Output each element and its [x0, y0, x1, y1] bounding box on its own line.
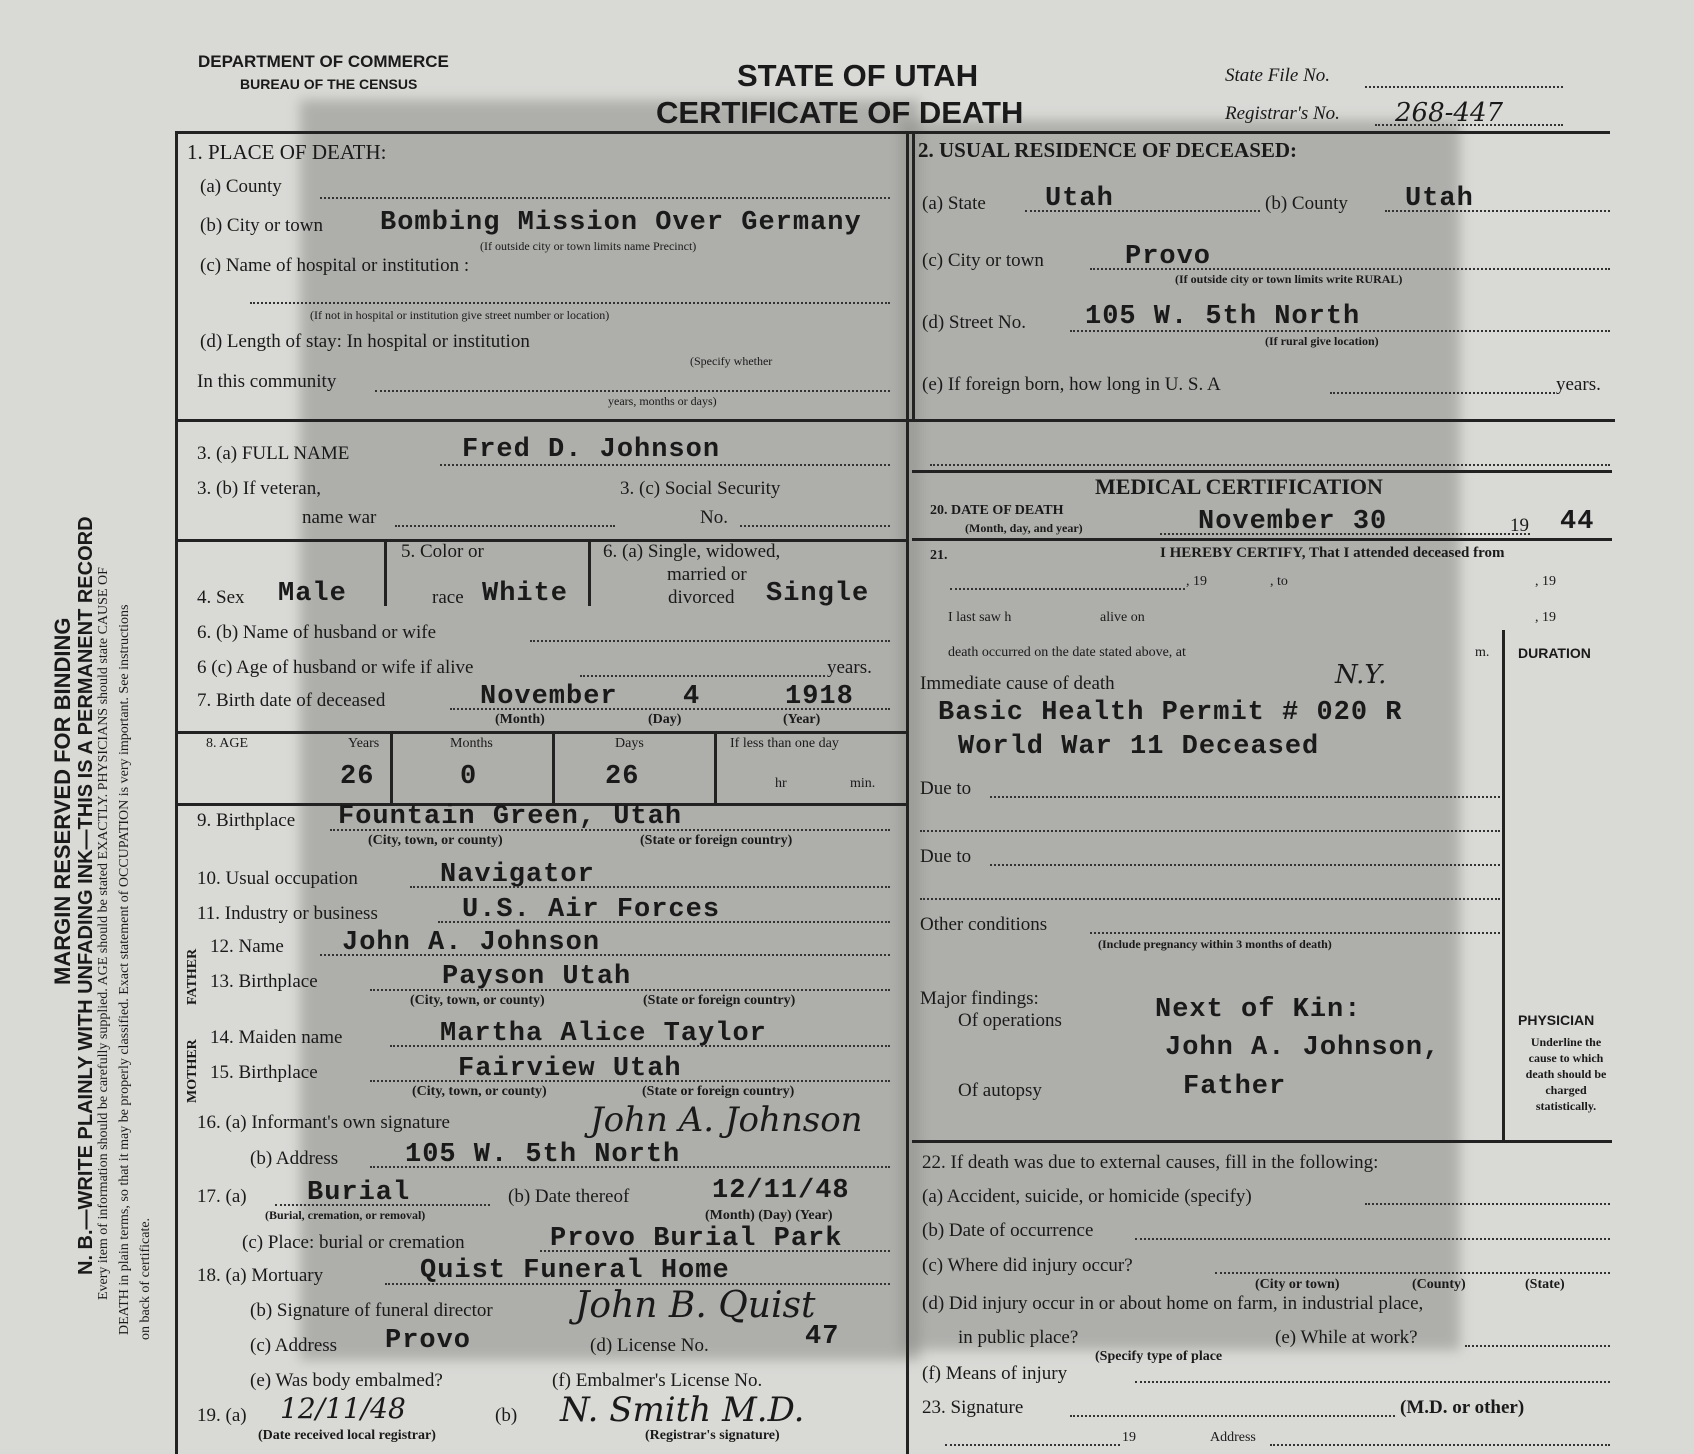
color-label: 5. Color or	[401, 541, 484, 562]
dod-value: November 30	[1198, 507, 1388, 537]
spouse-label: 6. (b) Name of husband or wife	[197, 622, 437, 643]
spouse-age-label: 6 (c) Age of husband or wife if alive	[197, 657, 474, 678]
registrar-label: 19. (a)	[197, 1405, 247, 1426]
community-label: In this community	[197, 371, 337, 392]
operations-label: Of operations	[958, 1010, 1062, 1031]
birth-date-label: 7. Birth date of deceased	[197, 690, 386, 711]
single-label: 6. (a) Single, widowed,	[603, 541, 781, 562]
rule-medical	[912, 470, 1612, 473]
ny-mark: N.Y.	[1335, 660, 1387, 690]
father-name-label: 12. Name	[210, 936, 284, 957]
mother-sfc: (State or foreign country)	[642, 1084, 795, 1099]
occupation-line	[410, 886, 890, 888]
ss-no-label: No.	[700, 507, 728, 528]
city-town-note: (City or town)	[1255, 1277, 1340, 1292]
header-state: STATE OF UTAH	[737, 58, 979, 93]
occupation-value: Navigator	[440, 860, 595, 890]
from-19: , 19	[1186, 574, 1207, 589]
place-label: (c) Place: burial or cremation	[242, 1232, 465, 1253]
accident-label: (a) Accident, suicide, or homicide (specify)	[922, 1186, 1252, 1207]
maiden-label: 14. Maiden name	[210, 1027, 343, 1048]
margin-note3: on back of certificate.	[138, 1217, 153, 1340]
birth-day-note: (Day)	[648, 712, 682, 727]
frame-top	[175, 131, 1610, 134]
autopsy-label: Of autopsy	[958, 1080, 1042, 1101]
birth-day: 4	[683, 682, 701, 712]
divorced-label: divorced	[668, 587, 735, 608]
father-birth-label: 13. Birthplace	[210, 971, 318, 992]
signature-label: 23. Signature	[922, 1397, 1024, 1418]
to-19: , 19	[1535, 574, 1556, 589]
res-street-note: (If rural give location)	[1265, 334, 1379, 348]
means-line	[1135, 1381, 1610, 1383]
due-to-1-line	[990, 796, 1500, 798]
alive-label: alive on	[1100, 610, 1145, 625]
res-county-line	[1385, 210, 1610, 212]
due-to-2: Due to	[920, 846, 972, 867]
burial-line	[275, 1204, 490, 1206]
burial-note: (Burial, cremation, or removal)	[265, 1208, 426, 1222]
informant-address-line	[370, 1166, 890, 1168]
married-label: married or	[667, 564, 747, 585]
hospital-note: (If not in hospital or institution give street number or location)	[310, 308, 610, 322]
dod-year: 44	[1560, 507, 1595, 537]
informant-signature: John A. Johnson	[590, 1100, 863, 1140]
res-street-label: (d) Street No.	[922, 312, 1026, 333]
rule-after-dod	[912, 538, 1612, 541]
work-line	[1465, 1345, 1610, 1347]
means-label: (f) Means of injury	[922, 1363, 1068, 1384]
kin-heading: Next of Kin:	[1155, 995, 1362, 1025]
cause-line2: World War 11 Deceased	[958, 732, 1320, 762]
frame-middle-double	[912, 131, 915, 421]
registrar-date: 12/11/48	[280, 1392, 406, 1425]
birth-year: 1918	[785, 682, 854, 712]
margin-note1: Every item of information should be carefully supplied. AGE should be stated EXACTLY. PHYSICIANS should state CAUSE OF	[96, 567, 111, 1300]
age-div2	[552, 732, 555, 803]
city-label: (b) City or town	[200, 215, 323, 236]
certify-text: I HEREBY CERTIFY, That I attended deceased from	[1160, 545, 1505, 561]
hospital-line	[250, 302, 890, 304]
to-label: , to	[1270, 574, 1288, 589]
spouse-years: years.	[827, 657, 872, 678]
res-state-label: (a) State	[922, 193, 986, 214]
maiden-line	[390, 1045, 890, 1047]
major-findings-label: Major findings:	[920, 988, 1039, 1009]
specify-place-note: (Specify type of place	[1095, 1349, 1223, 1364]
industry-line	[438, 921, 890, 923]
mother-birth-line	[370, 1080, 890, 1082]
burial-mdy: (Month) (Day) (Year)	[705, 1208, 833, 1223]
birthplace-sfc: (State or foreign country)	[640, 833, 793, 848]
date-thereof-label: (b) Date thereof	[508, 1186, 630, 1207]
margin-binding: MARGIN RESERVED FOR BINDING	[50, 617, 75, 985]
registrar-no-value: 268-447	[1395, 98, 1504, 128]
birthplace-line	[330, 829, 890, 831]
sex-value: Male	[278, 579, 347, 609]
embalmed-label: (e) Was body embalmed?	[250, 1370, 443, 1391]
full-name-line	[440, 464, 890, 466]
occurred-label: death occurred on the date stated above, at	[948, 645, 1186, 660]
father-sfc: (State or foreign country)	[643, 993, 796, 1008]
full-name-label: 3. (a) FULL NAME	[197, 443, 350, 464]
res-city-note: (If outside city or town limits write RURAL)	[1175, 272, 1403, 286]
race-value: White	[482, 579, 569, 609]
father-birth-value: Payson Utah	[442, 962, 632, 992]
pregnancy-note: (Include pregnancy within 3 months of death)	[1098, 937, 1332, 951]
res-street-value: 105 W. 5th North	[1085, 302, 1361, 332]
rule-before-age	[175, 731, 908, 734]
res-city-label: (c) City or town	[922, 250, 1044, 271]
age-less-label: If less than one day	[730, 736, 839, 751]
ss-label: 3. (c) Social Security	[620, 478, 781, 499]
city-note: (If outside city or town limits name Precinct)	[480, 239, 697, 253]
age-months-value: 0	[460, 762, 478, 792]
birth-line	[450, 708, 890, 710]
sig-address-line	[1270, 1444, 1610, 1446]
other-conditions-label: Other conditions	[920, 914, 1048, 935]
ss-line	[740, 525, 890, 527]
occurrence-label: (b) Date of occurrence	[922, 1220, 1094, 1241]
frame-middle	[906, 131, 909, 1454]
industry-value: U.S. Air Forces	[462, 895, 721, 925]
embalmer-license-label: (f) Embalmer's License No.	[552, 1370, 763, 1391]
age-label: 8. AGE	[206, 736, 248, 751]
age-days-label: Days	[615, 736, 644, 751]
spouse-line	[530, 640, 890, 642]
place-value: Provo Burial Park	[550, 1224, 843, 1254]
accident-line	[1365, 1203, 1610, 1205]
res-city-value: Provo	[1125, 242, 1212, 272]
dod-19: 19	[1510, 515, 1529, 536]
stay-label: (d) Length of stay: In hospital or institution	[200, 331, 530, 352]
shadow-left	[300, 100, 920, 1360]
community-line	[375, 390, 890, 392]
frame-left	[175, 131, 178, 1454]
age-years-value: 26	[340, 762, 375, 792]
occupation-label: 10. Usual occupation	[197, 868, 358, 889]
registrar-no-label: Registrar's No.	[1225, 103, 1340, 124]
medical-heading: MEDICAL CERTIFICATION	[1095, 474, 1383, 499]
margin-note2: DEATH in plain terms, so that it may be properly classified. Exact statement of OCCUPATION is very important. See instructions	[117, 604, 132, 1335]
birth-year-note: (Year)	[783, 712, 821, 727]
foreign-line	[1330, 392, 1555, 394]
race-label: race	[432, 587, 464, 608]
hospital-label: (c) Name of hospital or institution :	[200, 255, 470, 276]
father-name-line	[320, 954, 890, 956]
mortuary-value: Quist Funeral Home	[420, 1256, 730, 1286]
county-label: (a) County	[200, 176, 282, 197]
license-label: (d) License No.	[590, 1335, 709, 1356]
industry-label: 11. Industry or business	[197, 903, 378, 924]
registrar-sig-note: (Registrar's signature)	[645, 1428, 780, 1443]
burial-date: 12/11/48	[712, 1176, 850, 1206]
sig-address-label: Address	[1210, 1430, 1256, 1445]
mortuary-address: Provo	[385, 1326, 472, 1356]
margin-permanent: N. B.—WRITE PLAINLY WITH UNFADING INK—THIS IS A PERMANENT RECORD	[75, 516, 97, 1275]
ymd-note: years, months or days)	[608, 394, 717, 408]
mother-birth-label: 15. Birthplace	[210, 1062, 318, 1083]
veteran-label: 3. (b) If veteran,	[197, 478, 321, 499]
dod-label: 20. DATE OF DEATH	[930, 503, 1064, 518]
mother-ctc: (City, town, or county)	[412, 1084, 547, 1099]
director-label: (b) Signature of funeral director	[250, 1300, 493, 1321]
full-name-value: Fred D. Johnson	[462, 435, 721, 465]
birthplace-label: 9. Birthplace	[197, 810, 296, 831]
due-to-1: Due to	[920, 778, 972, 799]
from-line	[950, 588, 1185, 590]
res-city-line	[1090, 268, 1610, 270]
informant-address: 105 W. 5th North	[405, 1140, 681, 1170]
state-file-label: State File No.	[1225, 65, 1331, 86]
residence-heading: 2. USUAL RESIDENCE OF DECEASED:	[918, 138, 1298, 162]
foreign-label: (e) If foreign born, how long in U. S. A	[922, 374, 1221, 395]
other-conditions-line	[1090, 932, 1500, 934]
rule-after-ss	[175, 539, 908, 542]
res-state-line	[1025, 210, 1260, 212]
mortuary-address-label: (c) Address	[250, 1335, 338, 1356]
mortuary-label: 18. (a) Mortuary	[197, 1265, 324, 1286]
birthplace-ctc: (City, town, or county)	[368, 833, 503, 848]
immediate-label: Immediate cause of death	[920, 673, 1115, 694]
due-to-2-line	[990, 864, 1500, 866]
sig-date-line	[945, 1444, 1120, 1446]
alive-19: , 19	[1535, 610, 1556, 625]
age-days-value: 26	[605, 762, 640, 792]
specify-note: (Specify whether	[690, 354, 773, 368]
where-label: (c) Where did injury occur?	[922, 1255, 1133, 1276]
occurred-m: m.	[1475, 645, 1490, 660]
kin-name: John A. Johnson,	[1165, 1033, 1441, 1063]
birth-month-note: (Month)	[495, 712, 545, 727]
name-war-line	[395, 525, 615, 527]
county-note: (County)	[1412, 1277, 1466, 1292]
signature-line	[1070, 1415, 1395, 1417]
birth-month: November	[480, 682, 618, 712]
header-title: CERTIFICATE OF DEATH	[656, 95, 1024, 130]
res-state-value: Utah	[1045, 184, 1114, 214]
age-div3	[714, 732, 717, 803]
city-value: Bombing Mission Over Germany	[380, 208, 862, 238]
sex-label: 4. Sex	[197, 587, 245, 608]
res-county-label: (b) County	[1265, 193, 1348, 214]
mother-tag: MOTHER	[185, 1039, 200, 1103]
father-ctc: (City, town, or county)	[410, 993, 545, 1008]
md-other-label: (M.D. or other)	[1400, 1397, 1525, 1418]
maiden-value: Martha Alice Taylor	[440, 1019, 767, 1049]
work-label: (e) While at work?	[1275, 1327, 1418, 1348]
due-to-gap-line	[920, 830, 1500, 832]
informant-label: 16. (a) Informant's own signature	[197, 1112, 450, 1133]
header-bureau: BUREAU OF THE CENSUS	[240, 76, 418, 92]
burial-value: Burial	[307, 1178, 411, 1208]
marital-value: Single	[766, 579, 870, 609]
last-saw-label: I last saw h	[948, 610, 1012, 625]
physician-note: Underline the cause to which death should be charged statistically.	[1525, 1035, 1607, 1113]
registrar-signature: N. Smith M.D.	[560, 1390, 805, 1430]
kin-relation: Father	[1183, 1072, 1287, 1102]
foreign-years: years.	[1556, 374, 1601, 395]
registrar-date-note: (Date received local registrar)	[258, 1428, 436, 1443]
informant-address-label: (b) Address	[250, 1148, 339, 1169]
age-hr: hr	[775, 776, 787, 791]
director-signature: John B. Quist	[575, 1285, 816, 1326]
c21-label: 21.	[930, 548, 948, 563]
place-of-death-heading: 1. PLACE OF DEATH:	[187, 140, 387, 164]
sex-div	[384, 540, 387, 606]
age-years-label: Years	[348, 736, 380, 751]
registrar-b-label: (b)	[495, 1405, 518, 1426]
rule-after-section1	[175, 419, 1615, 422]
race-div	[588, 540, 591, 606]
state-file-line	[1365, 86, 1563, 88]
name-war-label: name war	[302, 507, 377, 528]
birthplace-value: Fountain Green, Utah	[338, 802, 683, 832]
rule-before-22	[912, 1140, 1612, 1143]
home-label: (d) Did injury occur in or about home on farm, in industrial place,	[922, 1293, 1424, 1314]
occurrence-line	[1135, 1238, 1610, 1240]
other-gap-line	[920, 898, 1500, 900]
duration-col	[1502, 630, 1505, 1140]
res-county-value: Utah	[1405, 184, 1474, 214]
full-name-line-right	[930, 464, 1610, 466]
state-note: (State)	[1525, 1277, 1565, 1292]
physician-label: PHYSICIAN	[1518, 1012, 1595, 1028]
county-line	[320, 197, 890, 199]
father-name-value: John A. Johnson	[342, 928, 601, 958]
age-div1	[390, 732, 393, 803]
dod-note: (Month, day, and year)	[965, 521, 1083, 535]
license-value: 47	[805, 1322, 840, 1352]
external-heading: 22. If death was due to external causes, fill in the following:	[922, 1152, 1379, 1173]
burial-label: 17. (a)	[197, 1186, 247, 1207]
place-line	[540, 1250, 890, 1252]
father-birth-line	[370, 989, 890, 991]
where-line	[1215, 1272, 1610, 1274]
header-dept: DEPARTMENT OF COMMERCE	[198, 52, 449, 71]
spouse-age-line	[580, 675, 825, 677]
father-tag: FATHER	[185, 948, 200, 1005]
age-months-label: Months	[450, 736, 493, 751]
sig-19: 19	[1122, 1430, 1136, 1445]
duration-label: DURATION	[1518, 645, 1591, 661]
dod-line	[1160, 533, 1530, 535]
mother-birth-value: Fairview Utah	[458, 1054, 682, 1084]
res-street-line	[1070, 330, 1610, 332]
public-label: in public place?	[958, 1327, 1079, 1348]
age-min: min.	[850, 776, 876, 791]
cause-line1: Basic Health Permit # 020 R	[938, 698, 1403, 728]
